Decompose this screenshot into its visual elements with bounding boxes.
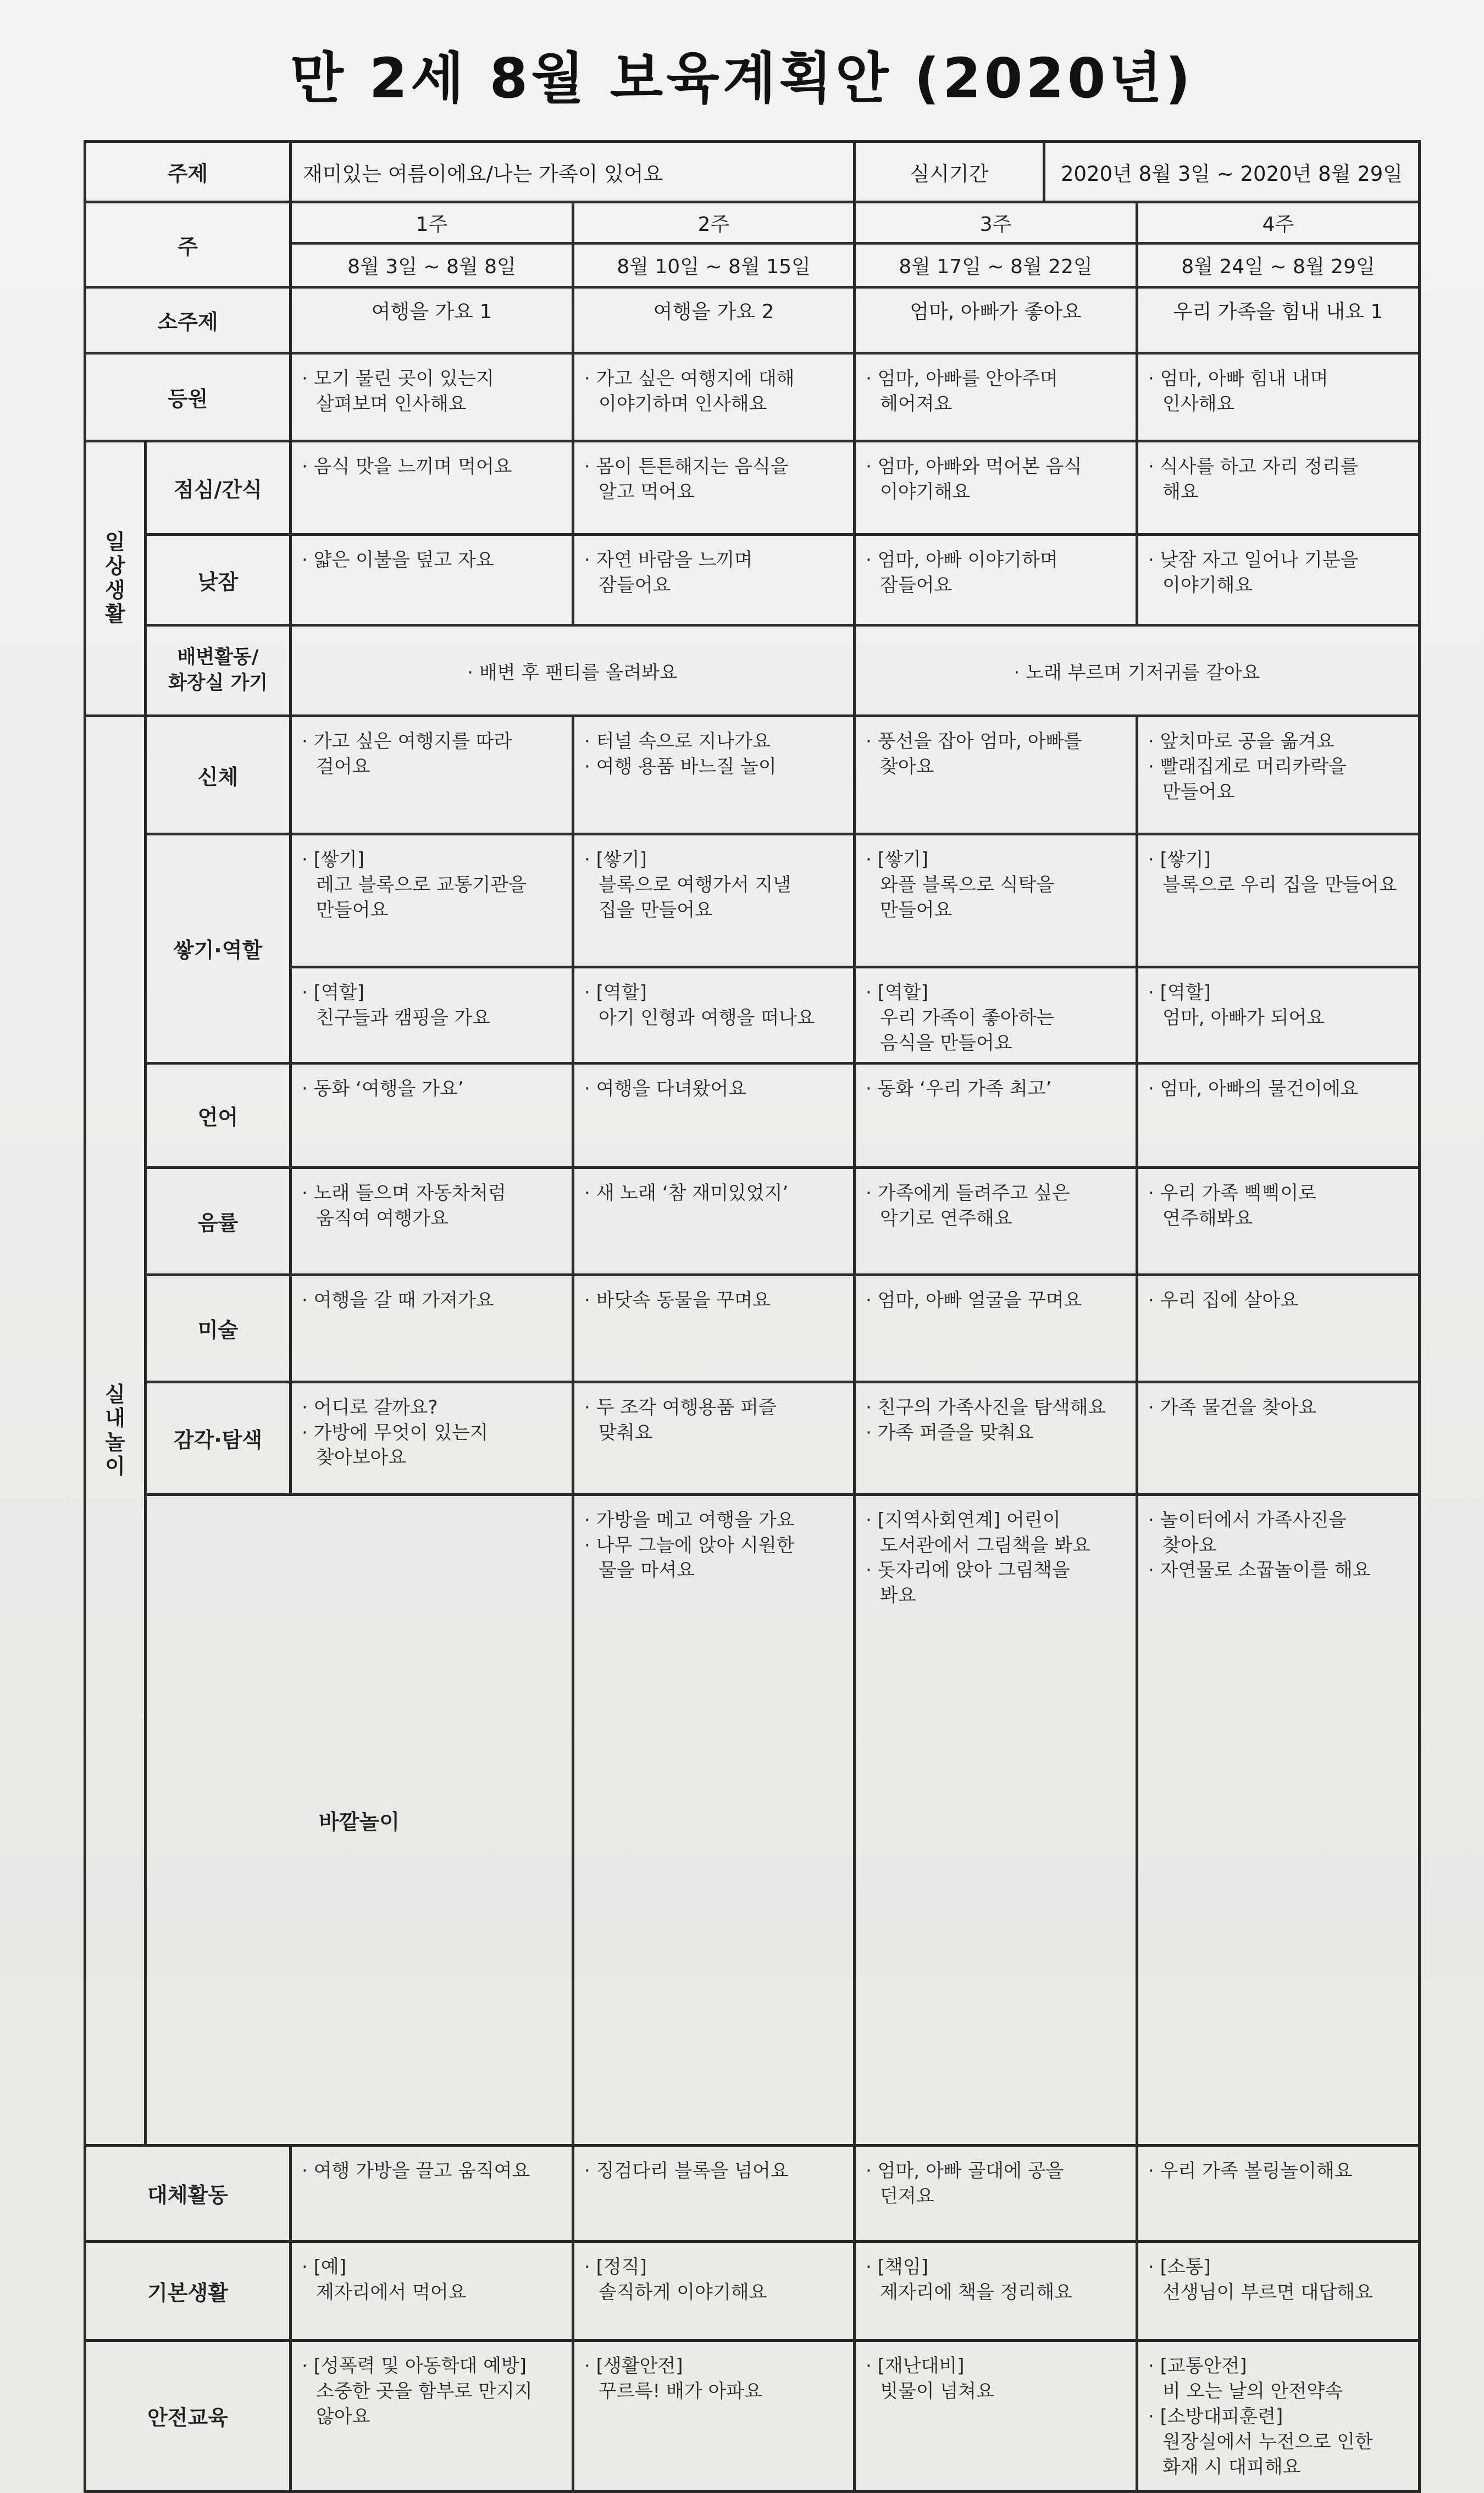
cell-line: 악기로 연주해요 (880, 1207, 1012, 1229)
language-label: 언어 (146, 1063, 291, 1167)
cell-line: 아기 인형과 여행을 떠나요 (599, 1006, 815, 1029)
theme-label: 주제 (85, 142, 291, 202)
basic-life-week-3 (855, 2241, 1137, 2340)
cell-line: 인사해요 (1162, 392, 1235, 415)
week-1-dates: 8월 3일 ~ 8월 8일 (291, 243, 573, 287)
cell-line: 잠들어요 (880, 574, 953, 596)
alternative-week-3 (855, 2145, 1137, 2241)
outdoor-week-2 (855, 1494, 1137, 2145)
role-week-3 (856, 968, 1136, 1062)
sensory-week-4 (1137, 1382, 1420, 1494)
cell-line: 찾아보아요 (316, 1447, 407, 1469)
arrival-week-2 (573, 353, 855, 441)
cell-line: · 놀이터에서 가족사진을 (1148, 1508, 1409, 1533)
cell-line: · [지역사회연계] 어린이 (866, 1508, 1127, 1533)
week-4-name: 4주 (1137, 202, 1420, 243)
theme-value (291, 142, 855, 202)
art-week-1 (291, 1275, 573, 1382)
music-label: 음률 (146, 1167, 291, 1275)
role-week-4 (1138, 968, 1418, 1037)
nap-week-4 (1137, 535, 1420, 625)
outdoor-week-1 (573, 1494, 855, 2145)
cell-line: 제자리에 책을 정리해요 (880, 2281, 1073, 2303)
role-week-2 (574, 968, 853, 1037)
cell-line: · 엄마, 아빠 골대에 공을 (866, 2159, 1127, 2184)
cell-line: · 가족 퍼즐을 맞춰요 (866, 1421, 1127, 1446)
blocks-role-week-2 (573, 834, 855, 1063)
arrival-week-3 (855, 353, 1137, 441)
safety-week-3 (855, 2340, 1137, 2491)
meal-week-4 (1137, 441, 1420, 535)
cell-line: · 바닷속 동물을 꾸며요 (584, 1288, 844, 1314)
group-label-char: 내 (105, 1406, 125, 1431)
cell-line: · [쌓기] (1148, 847, 1409, 873)
cell-line: 찾아요 (1162, 1534, 1217, 1556)
cell-line: · 가족에게 들려주고 싶은 (866, 1181, 1127, 1206)
blocks-week-3 (856, 835, 1136, 968)
cell-line: · 식사를 하고 자리 정리를 (1148, 455, 1409, 480)
cell-line: 레고 블록으로 교통기관을 (316, 873, 527, 896)
cell-line: · [역할] (866, 980, 1127, 1006)
cell-line: · 음식 맛을 느끼며 먹어요 (302, 455, 563, 480)
arrival-label: 등원 (85, 353, 291, 441)
art-week-3 (855, 1275, 1137, 1382)
cell-line: · 친구의 가족사진을 탐색해요 (866, 1395, 1127, 1421)
cell-line: · 가고 싶은 여행지에 대해 (584, 367, 844, 392)
cell-line: 이야기하며 인사해요 (599, 392, 767, 415)
cell-line: 않아요 (316, 2405, 370, 2428)
basic-life-week-4 (1137, 2241, 1420, 2340)
safety-label: 안전교육 (85, 2340, 291, 2491)
cell-line: · [쌓기] (584, 847, 844, 873)
physical-week-2 (573, 716, 855, 834)
blocks-role-week-4 (1137, 834, 1420, 1063)
cell-line: 해요 (1162, 480, 1199, 503)
cell-line: · 가방에 무엇이 있는지 (302, 1421, 563, 1446)
cell-line: · 동화 ‘우리 가족 최고’ (866, 1077, 1127, 1102)
cell-line: · 엄마, 아빠와 먹어본 음식 (866, 455, 1127, 480)
week-2-name: 2주 (573, 202, 855, 243)
toilet-label-line2: 화장실 가기 (168, 672, 268, 694)
plan-table (84, 140, 1421, 2493)
meal-week-1 (291, 441, 573, 535)
cell-line: · 빨래집게로 머리카락을 (1148, 755, 1409, 780)
period-block (855, 142, 1420, 202)
cell-line: 원장실에서 누전으로 인한 (1162, 2430, 1373, 2453)
cell-line: · 모기 물린 곳이 있는지 (302, 367, 563, 392)
meal-week-3 (855, 441, 1137, 535)
cell-line: 만들어요 (880, 899, 953, 921)
cell-line: 만들어요 (1162, 780, 1235, 803)
meal-label: 점심/간식 (146, 441, 291, 535)
group-label-char: 이 (105, 1454, 125, 1478)
cell-line: 살펴보며 인사해요 (316, 392, 467, 415)
group-label-char: 실 (105, 1382, 125, 1406)
cell-line: 블록으로 우리 집을 만들어요 (1162, 873, 1397, 896)
cell-line: · 여행을 갈 때 가져가요 (302, 1288, 563, 1314)
cell-line: · 얇은 이불을 덮고 자요 (302, 548, 563, 573)
cell-line: · 두 조각 여행용품 퍼즐 (584, 1395, 844, 1421)
nap-week-1 (291, 535, 573, 625)
cell-line: · 여행 가방을 끌고 움직여요 (302, 2159, 563, 2184)
cell-line: · 엄마, 아빠의 물건이에요 (1148, 1077, 1409, 1102)
cell-line: · 엄마, 아빠 힘내 내며 (1148, 367, 1409, 392)
cell-line: · [책임] (866, 2255, 1127, 2280)
cell-line: 비 오는 날의 안전약속 (1162, 2380, 1343, 2402)
week-3-name: 3주 (855, 202, 1137, 243)
cell-line: 물을 마셔요 (599, 1559, 695, 1582)
arrival-week-4 (1137, 353, 1420, 441)
cell-line: 선생님이 부르면 대답해요 (1162, 2281, 1373, 2303)
subtopic-week-3: 엄마, 아빠가 좋아요 (855, 287, 1137, 353)
physical-week-4 (1137, 716, 1420, 834)
alternative-week-4 (1137, 2145, 1420, 2241)
cell-line: 찾아요 (880, 755, 934, 778)
safety-week-1 (291, 2340, 573, 2491)
cell-line: · 앞치마로 공을 옮겨요 (1148, 729, 1409, 755)
group-label-char: 상 (105, 553, 125, 578)
safety-week-4 (1137, 2340, 1420, 2491)
sensory-week-1 (291, 1382, 573, 1494)
cell-line: 던져요 (880, 2185, 934, 2207)
cell-line: · 엄마, 아빠 이야기하며 (866, 548, 1127, 573)
cell-line: · [성폭력 및 아동학대 예방] (302, 2354, 563, 2379)
cell-line: · [쌓기] (866, 847, 1127, 873)
cell-line: 블록으로 여행가서 지낼 (599, 873, 791, 896)
blocks-week-2 (574, 835, 853, 968)
cell-line: 헤어져요 (880, 392, 953, 415)
cell-line: · [역할] (1148, 980, 1409, 1006)
basic-life-week-2 (573, 2241, 855, 2340)
cell-line: 알고 먹어요 (599, 480, 695, 503)
blocks-role-week-1 (291, 834, 573, 1063)
cell-line: · 자연물로 소꿉놀이를 해요 (1148, 1558, 1409, 1583)
blocks-week-4 (1138, 835, 1418, 968)
art-week-4 (1137, 1275, 1420, 1382)
daily-life-group-label (85, 441, 146, 716)
nap-week-3 (855, 535, 1137, 625)
cell-line: · [역할] (584, 980, 844, 1006)
music-week-4 (1137, 1167, 1420, 1275)
cell-line: · [소통] (1148, 2255, 1409, 2280)
subtopic-week-1: 여행을 가요 1 (291, 287, 573, 353)
indoor-play-group-label (85, 716, 146, 2146)
group-label-char: 생 (105, 578, 125, 602)
alternative-week-1 (291, 2145, 573, 2241)
cell-line: 와플 블록으로 식탁을 (880, 873, 1055, 896)
basic-life-label: 기본생활 (85, 2241, 291, 2340)
art-week-2 (573, 1275, 855, 1382)
period-value: 2020년 8월 3일 ~ 2020년 8월 29일 (1060, 162, 1403, 186)
arrival-week-1 (291, 353, 573, 441)
role-week-1 (292, 968, 572, 1037)
week-label: 주 (85, 202, 291, 287)
week-1-name: 1주 (291, 202, 573, 243)
toilet-label-line1: 배변활동/ (177, 646, 259, 668)
cell-line: 이야기해요 (880, 480, 971, 503)
cell-line: 엄마, 아빠가 되어요 (1162, 1006, 1325, 1029)
cell-line: · 엄마, 아빠 얼굴을 꾸며요 (866, 1288, 1127, 1314)
cell-line: · 우리 가족 볼링놀이해요 (1148, 2159, 1409, 2184)
subtopic-label: 소주제 (85, 287, 291, 353)
cell-line: · [정직] (584, 2255, 844, 2280)
cell-line: 맞춰요 (599, 1421, 653, 1444)
page-title: 만 2세 8월 보육계획안 (2020년) (290, 46, 1194, 110)
nap-label: 낮잠 (146, 535, 291, 625)
cell-line: 움직여 여행가요 (316, 1207, 448, 1229)
cell-line: 연주해봐요 (1162, 1207, 1253, 1229)
cell-line: · 엄마, 아빠를 안아주며 (866, 367, 1127, 392)
cell-line: · 우리 집에 살아요 (1148, 1288, 1409, 1314)
cell-line: 우리 가족이 좋아하는 (880, 1006, 1055, 1029)
cell-line: · [생활안전] (584, 2354, 844, 2379)
group-label-char: 일 (105, 530, 125, 555)
blocks-role-label: 쌓기·역할 (146, 834, 291, 1063)
outdoor-label: 바깥놀이 (146, 1494, 573, 2145)
alternative-week-2 (573, 2145, 855, 2241)
group-label-char: 놀 (105, 1430, 125, 1454)
cell-line: 친구들과 캠핑을 가요 (316, 1006, 491, 1029)
cell-line: 솔직하게 이야기해요 (599, 2281, 767, 2303)
cell-line: · 여행 용품 바느질 놀이 (584, 755, 844, 780)
music-week-3 (855, 1167, 1137, 1275)
subtopic-week-2: 여행을 가요 2 (573, 287, 855, 353)
music-week-2 (573, 1167, 855, 1275)
cell-line: · 몸이 튼튼해지는 음식을 (584, 455, 844, 480)
week-2-dates: 8월 10일 ~ 8월 15일 (573, 243, 855, 287)
subtopic-week-4: 우리 가족을 힘내 내요 1 (1137, 287, 1420, 353)
blocks-role-week-3 (855, 834, 1137, 1063)
cell-line: · 노래 들으며 자동차처럼 (302, 1181, 563, 1206)
language-week-4 (1137, 1063, 1420, 1167)
cell-line: · [교통안전] (1148, 2354, 1409, 2379)
cell-line: · 자연 바람을 느끼며 (584, 548, 844, 573)
cell-line: · [재난대비] (866, 2354, 1127, 2379)
cell-line: · [역할] (302, 980, 563, 1006)
cell-line: · 여행을 다녀왔어요 (584, 1077, 844, 1102)
cell-line: · 어디로 갈까요? (302, 1395, 563, 1421)
cell-line: · 가방을 메고 여행을 가요 (584, 1508, 844, 1533)
language-week-1 (291, 1063, 573, 1167)
cell-line: · 가고 싶은 여행지를 따라 (302, 729, 563, 755)
cell-line: 만들어요 (316, 899, 389, 921)
cell-line: · 낮잠 자고 일어나 기분을 (1148, 548, 1409, 573)
period-label: 실시기간 (856, 143, 1045, 201)
cell-line: · 터널 속으로 지나가요 (584, 729, 844, 755)
meal-week-2 (573, 441, 855, 535)
cell-line: 화재 시 대피해요 (1162, 2456, 1301, 2478)
cell-line: · 새 노래 ‘참 재미있었지’ (584, 1181, 844, 1206)
sensory-label: 감각·탐색 (146, 1382, 291, 1494)
physical-week-3 (855, 716, 1137, 834)
week-3-dates: 8월 17일 ~ 8월 22일 (855, 243, 1137, 287)
cell-line: 걸어요 (316, 755, 370, 778)
cell-line: · [소방대피훈련] (1148, 2405, 1409, 2430)
cell-line: 봐요 (880, 1585, 916, 1607)
cell-line: · 우리 가족 삑삑이로 (1148, 1181, 1409, 1206)
art-label: 미술 (146, 1275, 291, 1382)
cell-line: · 가족 물건을 찾아요 (1148, 1395, 1409, 1421)
week-4-dates: 8월 24일 ~ 8월 29일 (1137, 243, 1420, 287)
alternative-label: 대체활동 (85, 2145, 291, 2241)
cell-line: 잠들어요 (599, 574, 671, 596)
language-week-2 (573, 1063, 855, 1167)
sensory-week-3 (855, 1382, 1137, 1494)
basic-life-week-1 (291, 2241, 573, 2340)
cell-line: 도서관에서 그림책을 봐요 (880, 1534, 1090, 1556)
music-week-1 (291, 1167, 573, 1275)
physical-label: 신체 (146, 716, 291, 834)
cell-line: 이야기해요 (1162, 574, 1253, 596)
cell-line: 제자리에서 먹어요 (316, 2281, 467, 2303)
sensory-week-2 (573, 1382, 855, 1494)
cell-line: · 징검다리 블록을 넘어요 (584, 2159, 844, 2184)
cell-line: 음식을 만들어요 (880, 1032, 1012, 1054)
cell-line: · 풍선을 잡아 엄마, 아빠를 (866, 729, 1127, 755)
safety-week-2 (573, 2340, 855, 2491)
cell-line: · [예] (302, 2255, 563, 2280)
language-week-3 (855, 1063, 1137, 1167)
cell-line: 빗물이 넘쳐요 (880, 2380, 994, 2402)
theme-text: 재미있는 여름이에요/나는 가족이 있어요 (303, 162, 663, 186)
cell-line: 집을 만들어요 (599, 899, 713, 921)
cell-line: · 돗자리에 앉아 그림책을 (866, 1558, 1127, 1583)
cell-line: 꾸르륵! 배가 아파요 (599, 2380, 763, 2402)
nap-week-2 (573, 535, 855, 625)
cell-line: 소중한 곳을 함부로 만지지 (316, 2380, 533, 2402)
cell-line: · [쌓기] (302, 847, 563, 873)
physical-week-1 (291, 716, 573, 834)
toilet-weeks-1-2: · 배변 후 팬티를 올려봐요 (291, 625, 855, 716)
cell-line: · 나무 그늘에 앉아 시원한 (584, 1533, 844, 1559)
toilet-label (146, 625, 291, 716)
blocks-week-1 (292, 835, 572, 968)
group-label-char: 활 (105, 602, 125, 627)
cell-line: · 동화 ‘여행을 가요’ (302, 1077, 563, 1102)
toilet-weeks-3-4: · 노래 부르며 기저귀를 갈아요 (855, 625, 1420, 716)
outdoor-week-3 (1137, 1494, 1420, 2145)
